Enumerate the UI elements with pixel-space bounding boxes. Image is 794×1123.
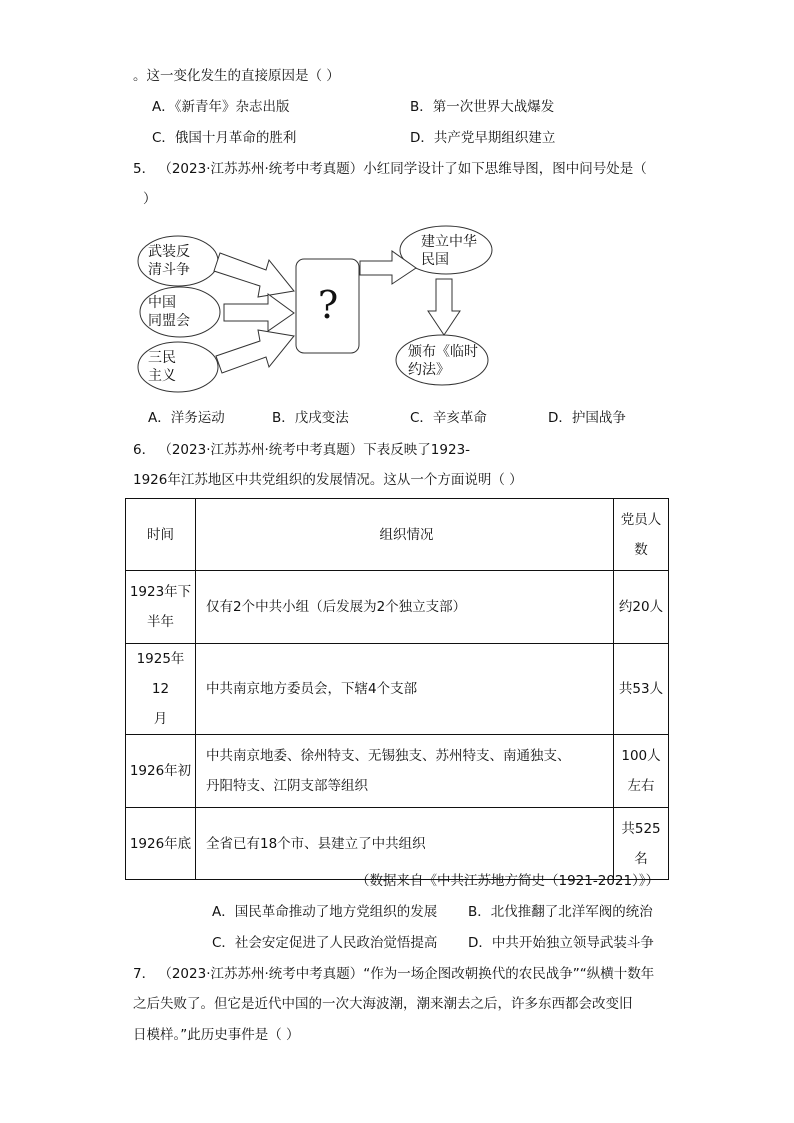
cell-members — [614, 735, 669, 808]
node-wuzhuang-line2: 清斗争 — [148, 262, 190, 278]
q6-data-source: （数据来自《中共江苏地方简史（1921-2021）》） — [356, 873, 660, 889]
arrow-sanmin — [216, 330, 294, 373]
q7-number: 7． — [133, 966, 156, 982]
q5-stem-end: ） — [143, 191, 157, 207]
q5-option-c[interactable]: C．辛亥革命 — [410, 410, 487, 426]
cell-members-l1: 共53人 — [618, 681, 664, 697]
q4-option-a[interactable]: A．《新青年》杂志出版 — [152, 99, 290, 115]
table-row — [126, 735, 669, 808]
q6-stem-line1 — [133, 440, 470, 460]
cell-members-l2: 名 — [634, 850, 648, 867]
q7-source: （2023·江苏苏州·统考中考真题） — [165, 966, 364, 982]
q6-option-b[interactable]: B．北伐推翻了北洋军阀的统治 — [468, 904, 653, 920]
q7-line2: 之后失败了。但它是近代中国的一次大海波潮，潮来潮去之后，许多东西都会改变旧 — [133, 996, 633, 1012]
header-members-l1: 党员人 — [620, 511, 662, 528]
party-org-table — [125, 498, 669, 880]
node-yuefa-line1: 颁布《临时 — [408, 344, 478, 360]
cell-org-l2: 丹阳特支、江阴支部等组织 — [206, 778, 368, 794]
q5-number: 5． — [133, 161, 156, 177]
cell-org — [196, 735, 614, 808]
q4-stem-tail: 。这一变化发生的直接原因是（ ） — [133, 68, 340, 84]
cell-members — [614, 644, 669, 735]
cell-time-l1: 1923年下 — [129, 584, 192, 600]
q6-option-a[interactable]: A．国民革命推动了地方党组织的发展 — [212, 904, 438, 920]
center-question-mark: ? — [317, 283, 339, 327]
cell-org — [196, 571, 614, 644]
cell-org-l1: 全省已有18个市、县建立了中共组织 — [206, 835, 426, 852]
header-time: 时间 — [126, 499, 196, 571]
node-sanmin-line1: 三民 — [148, 350, 176, 366]
mind-map-diagram — [136, 225, 496, 395]
cell-time — [126, 808, 196, 880]
node-sanmin — [148, 349, 176, 385]
q6-source: （2023·江苏苏州·统考中考真题） — [165, 442, 364, 458]
node-tongmenghui — [148, 294, 190, 330]
q6-number: 6． — [133, 442, 156, 458]
header-org: 组织情况 — [196, 499, 614, 571]
table-row — [126, 644, 669, 735]
table-row — [126, 808, 669, 880]
node-wuzhuang — [148, 243, 190, 279]
q6-stem-line2: 1926年江苏地区中共党组织的发展情况。这从一个方面说明（ ） — [133, 472, 523, 488]
cell-org — [196, 644, 614, 735]
header-members-l2: 数 — [634, 541, 648, 558]
cell-org-l1: 仅有2个中共小组（后发展为2个独立支部） — [206, 599, 467, 615]
arrow-tongmenghui — [224, 294, 294, 331]
table-header-row — [126, 499, 669, 571]
header-members — [614, 499, 669, 571]
q5-option-b[interactable]: B．戊戌变法 — [272, 410, 349, 426]
cell-time-l2: 半年 — [147, 614, 174, 630]
node-tongmenghui-line2: 同盟会 — [148, 313, 190, 329]
cell-members-l1: 100人 — [621, 748, 661, 764]
node-yuefa-line2: 约法》 — [408, 362, 450, 378]
q7-line1 — [133, 964, 654, 984]
cell-time-l1: 1925年12 — [136, 651, 185, 697]
node-sanmin-line2: 主义 — [148, 368, 176, 384]
cell-time — [126, 644, 196, 735]
cell-org-l1: 中共南京地委、徐州特支、无锡独支、苏州特支、南通独支、 — [206, 748, 571, 764]
cell-time-l1: 1926年初 — [129, 763, 192, 779]
table-row — [126, 571, 669, 644]
q6-option-d[interactable]: D．中共开始独立领导武装斗争 — [468, 935, 654, 951]
node-minguo-line1: 建立中华 — [421, 234, 477, 250]
cell-org-l1: 中共南京地方委员会，下辖4个支部 — [206, 681, 418, 697]
node-yuefa — [408, 343, 478, 379]
cell-members — [614, 571, 669, 644]
node-tongmenghui-line1: 中国 — [148, 295, 176, 311]
arrow-wuzhuang — [214, 253, 294, 297]
cell-members-l1: 共525 — [621, 820, 661, 837]
cell-time — [126, 571, 196, 644]
cell-members — [614, 808, 669, 880]
q4-option-d[interactable]: D．共产党早期组织建立 — [410, 130, 556, 146]
q5-option-d[interactable]: D．护国战争 — [548, 410, 626, 426]
q6-option-c[interactable]: C．社会安定促进了人民政治觉悟提高 — [212, 935, 438, 951]
cell-members-l2: 左右 — [627, 778, 655, 794]
q4-option-c[interactable]: C．俄国十月革命的胜利 — [152, 130, 297, 146]
q7-text1: “作为一场企图改朝换代的农民战争”“纵横十数年 — [363, 966, 655, 982]
cell-members-l1: 约20人 — [618, 599, 664, 615]
node-minguo — [421, 233, 477, 269]
q5-source: （2023·江苏苏州·统考中考真题） — [165, 161, 364, 177]
cell-org — [196, 808, 614, 880]
arrow-down — [428, 279, 460, 335]
q5-option-a[interactable]: A．洋务运动 — [148, 410, 225, 426]
node-wuzhuang-line1: 武装反 — [148, 244, 190, 260]
q7-line3: 日模样。”此历史事件是（ ） — [133, 1027, 300, 1043]
cell-time-l2: 月 — [153, 711, 168, 727]
q5-stem — [133, 159, 647, 179]
q5-stem-text: 小红同学设计了如下思维导图，图中问号处是（ — [363, 161, 647, 177]
node-minguo-line2: 民国 — [421, 252, 449, 268]
cell-time — [126, 735, 196, 808]
q6-stem-text1: 下表反映了1923- — [363, 442, 471, 458]
q4-option-b[interactable]: B．第一次世界大战爆发 — [410, 99, 555, 115]
cell-time-l1: 1926年底 — [129, 835, 192, 852]
